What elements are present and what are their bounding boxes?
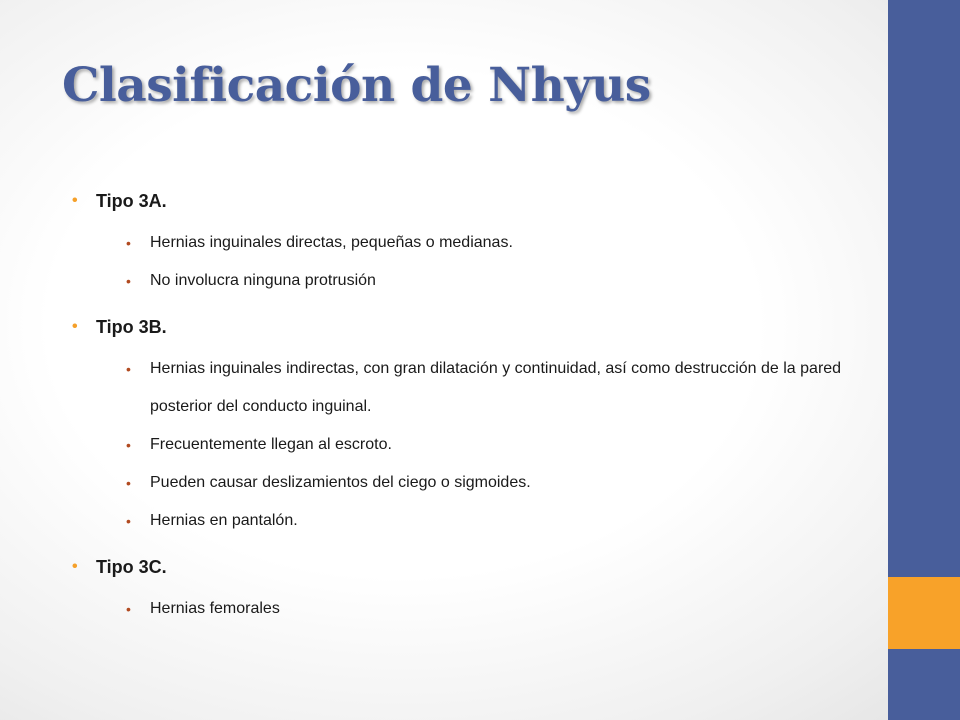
- item-text: Hernias femorales: [150, 600, 280, 617]
- list-item: [126, 224, 872, 262]
- section-label: Tipo 3A.: [96, 191, 167, 211]
- sub-list: [96, 350, 872, 540]
- side-bar-orange-segment: [888, 577, 960, 649]
- bullet-icon: •: [72, 558, 78, 575]
- item-text: No involucra ninguna protrusión: [150, 272, 376, 289]
- item-text: Hernias inguinales indirectas, con gran dilatación y continuidad, así como destrucción de la pared posterior del conducto inguinal.: [150, 360, 842, 415]
- bullet-icon: •: [72, 318, 78, 335]
- slide-title: Clasificación de Nhyus: [62, 58, 651, 113]
- bullet-icon: •: [126, 601, 131, 617]
- bullet-icon: •: [126, 513, 131, 529]
- sub-list: [96, 590, 872, 628]
- slide-content: [72, 186, 872, 640]
- item-text: Hernias inguinales directas, pequeñas o medianas.: [150, 234, 513, 251]
- item-text: Pueden causar deslizamientos del ciego o sigmoides.: [150, 474, 531, 491]
- bullet-icon: •: [72, 192, 78, 209]
- list-item: [126, 262, 872, 300]
- bullet-icon: •: [126, 235, 131, 251]
- list-item: [126, 350, 872, 426]
- section-tipo-3c: [72, 552, 872, 628]
- bullet-icon: •: [126, 361, 131, 377]
- item-text: Hernias en pantalón.: [150, 512, 298, 529]
- list-item: [126, 502, 872, 540]
- list-item: [126, 464, 872, 502]
- list-item: [126, 426, 872, 464]
- section-tipo-3a: [72, 186, 872, 300]
- bullet-icon: •: [126, 437, 131, 453]
- bullet-icon: •: [126, 273, 131, 289]
- side-decoration-bar: [888, 0, 960, 720]
- bullet-icon: •: [126, 475, 131, 491]
- side-bar-blue-segment: [888, 0, 960, 577]
- section-label: Tipo 3C.: [96, 557, 167, 577]
- list-item: [126, 590, 872, 628]
- sub-list: [96, 224, 872, 300]
- section-tipo-3b: [72, 312, 872, 540]
- side-bar-blue-bottom-segment: [888, 649, 960, 720]
- item-text: Frecuentemente llegan al escroto.: [150, 436, 392, 453]
- bullet-list: [72, 186, 872, 628]
- section-label: Tipo 3B.: [96, 317, 167, 337]
